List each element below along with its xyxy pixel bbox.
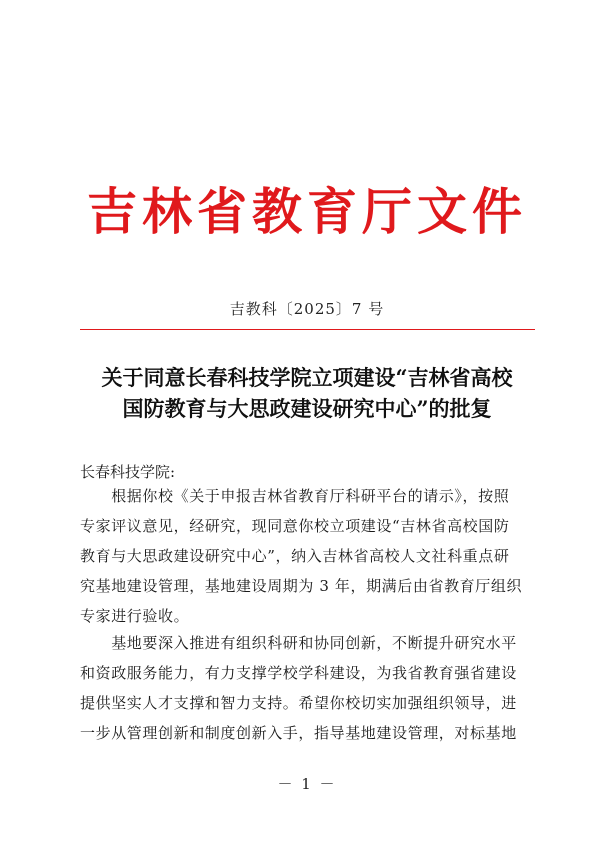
paragraph-line: 和资政服务能力，有力支撑学校学科建设，为我省教育强省建设 — [80, 664, 517, 682]
paragraph-line: 教育与大思政建设研究中心”，纳入吉林省高校人文社科重点研 — [80, 547, 510, 565]
issuer-header: 吉林省教育厅文件 — [87, 182, 527, 241]
paragraph-line: 基地要深入推进有组织科研和协同创新，不断提升研究水平 — [80, 634, 517, 652]
document-number: 吉教科〔2025〕7 号 — [229, 300, 385, 318]
salutation: 长春科技学院: — [80, 463, 176, 481]
red-separator-line — [80, 329, 535, 330]
subject-line: 关于同意长春科技学院立项建设“吉林省高校 — [101, 365, 513, 390]
paragraph-line: 根据你校《关于申报吉林省教育厅科研平台的请示》，按照 — [80, 487, 510, 505]
paragraph-1 — [80, 481, 542, 631]
paragraph-2 — [80, 628, 542, 748]
paragraph-line: 一步从管理创新和制度创新入手，指导基地建设管理，对标基地 — [80, 724, 517, 742]
subject-line: 国防教育与大思政建设研究中心”的批复 — [122, 396, 492, 421]
paragraph-line: 提供坚实人才支撑和智力支持。希望你校切实加强组织领导，进 — [80, 694, 517, 712]
paragraph-line: 专家进行验收。 — [80, 607, 190, 625]
page-number: － 1 － — [277, 775, 337, 793]
document-subject — [60, 362, 554, 424]
paragraph-line: 专家评议意见，经研究，现同意你校立项建设“吉林省高校国防 — [80, 517, 510, 535]
paragraph-line: 究基地建设管理，基地建设周期为 3 年，期满后由省教育厅组织 — [80, 577, 523, 595]
